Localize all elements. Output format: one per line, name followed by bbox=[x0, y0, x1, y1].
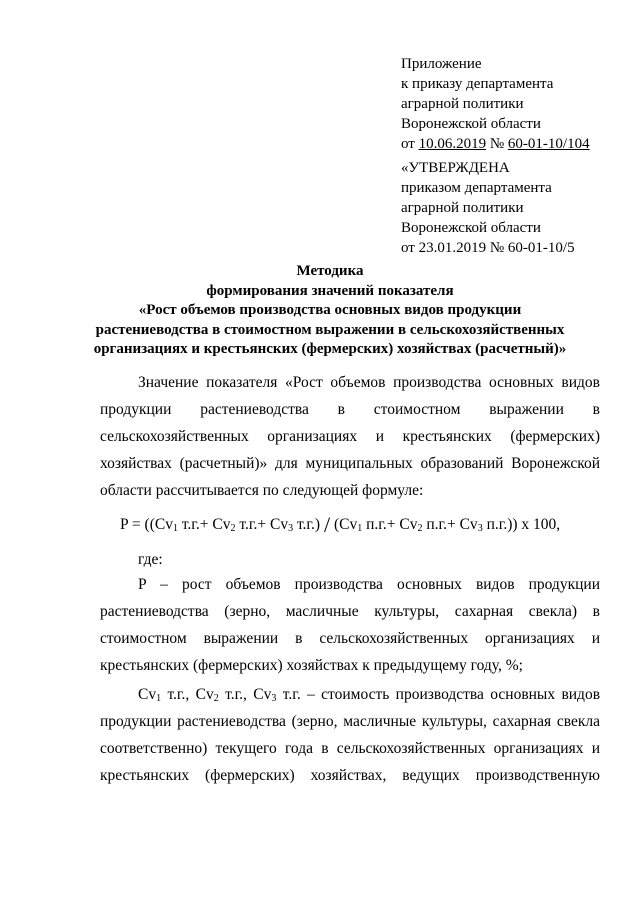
appendix-line: аграрной политики bbox=[401, 96, 524, 112]
text-part: т.г., Cv bbox=[161, 686, 214, 703]
paragraph-line bbox=[100, 681, 600, 708]
paragraph-line: крестьянских (фермерских) хозяйствах, ведущих производственную bbox=[100, 767, 600, 784]
formula-subscript: 3 bbox=[288, 523, 294, 534]
formula-part: п.г.)) х 100, bbox=[482, 516, 561, 533]
formula-part: т.г.) bbox=[293, 516, 324, 533]
subscript: 2 bbox=[213, 693, 219, 704]
paragraph-definition-cv bbox=[100, 681, 600, 789]
formula-part: т.г.+ Cv bbox=[235, 516, 289, 533]
formula-subscript: 3 bbox=[477, 523, 483, 534]
title-line: растениеводства в стоимостном выражении в сельскохозяйственных bbox=[95, 321, 565, 338]
title-line: Методика bbox=[296, 263, 364, 279]
approved-line: приказом департамента bbox=[401, 180, 552, 196]
paragraph-line: сельскохозяйственных организациях и крестьянских (фермерских) bbox=[100, 428, 600, 445]
paragraph-line: растениеводства (зерно, масличные культуры, сахарная свекла) в bbox=[100, 603, 600, 620]
formula-subscript: 2 bbox=[230, 523, 236, 534]
paragraph-line: P – рост объемов производства основных видов продукции bbox=[138, 576, 600, 593]
title-line: формирования значений показателя bbox=[206, 282, 454, 299]
paragraph-line: продукции растениеводства в стоимостном выражении в bbox=[100, 401, 600, 418]
formula-part: т.г.+ Cv bbox=[177, 516, 231, 533]
formula-subscript: 1 bbox=[172, 523, 178, 534]
paragraph-line: Значение показателя «Рост объемов производства основных видов bbox=[138, 374, 600, 391]
subscript: 1 bbox=[156, 693, 162, 704]
where-label: где: bbox=[138, 551, 163, 568]
paragraph-line: хозяйствах (расчетный)» для муниципальных образований Воронежской bbox=[100, 455, 600, 472]
appendix-line: к приказу департамента bbox=[401, 76, 554, 92]
paragraph-line: продукции растениеводства (зерно, масличные культуры, сахарная свекла bbox=[100, 713, 600, 730]
appendix-order-line bbox=[401, 134, 590, 154]
number-sign: № bbox=[486, 136, 508, 152]
approved-line: от 23.01.2019 № 60-01-10/5 bbox=[401, 240, 575, 256]
approved-block bbox=[401, 158, 575, 258]
approved-line: аграрной политики bbox=[401, 200, 524, 216]
appendix-line: Воронежской области bbox=[401, 116, 541, 132]
appendix-block bbox=[401, 54, 590, 154]
document-title bbox=[60, 262, 600, 360]
formula bbox=[120, 513, 560, 541]
formula-part: P = ((Cv bbox=[120, 516, 173, 533]
paragraph-definition-p bbox=[100, 571, 600, 679]
paragraph-intro bbox=[100, 369, 600, 504]
title-line: «Рост объемов производства основных видов продукции bbox=[138, 302, 522, 318]
paragraph-line: крестьянских (фермерских) хозяйствах к предыдущему году, %; bbox=[100, 657, 523, 674]
subscript: 3 bbox=[271, 693, 277, 704]
order-number: 60-01-10/104 bbox=[507, 136, 590, 152]
text-part: т.г. – стоимость производства основных видов bbox=[276, 686, 601, 703]
approved-line: Воронежской области bbox=[401, 220, 541, 236]
order-date: 10.06.2019 bbox=[418, 136, 487, 152]
paragraph-line: области рассчитывается по следующей формуле: bbox=[100, 482, 424, 499]
text-part: Cv bbox=[138, 686, 157, 703]
title-line: организациях и крестьянских (фермерских) хозяйствах (расчетный)» bbox=[93, 341, 567, 357]
text-part: т.г., Cv bbox=[218, 686, 272, 703]
formula-division-sign: / bbox=[323, 512, 331, 537]
formula-part: (Cv bbox=[330, 516, 358, 533]
appendix-prefix: от bbox=[401, 136, 419, 152]
approved-line: «УТВЕРЖДЕНА bbox=[401, 160, 510, 176]
paragraph-line: стоимостном выражении в сельскохозяйственных организациях и bbox=[100, 630, 600, 647]
appendix-line: Приложение bbox=[401, 56, 482, 72]
formula-subscript: 1 bbox=[357, 523, 363, 534]
paragraph-line: соответственно) текущего года в сельскохозяйственных организациях и bbox=[100, 740, 600, 757]
formula-part: п.г.+ Cv bbox=[422, 516, 478, 533]
formula-subscript: 2 bbox=[417, 523, 423, 534]
formula-part: п.г.+ Cv bbox=[362, 516, 418, 533]
